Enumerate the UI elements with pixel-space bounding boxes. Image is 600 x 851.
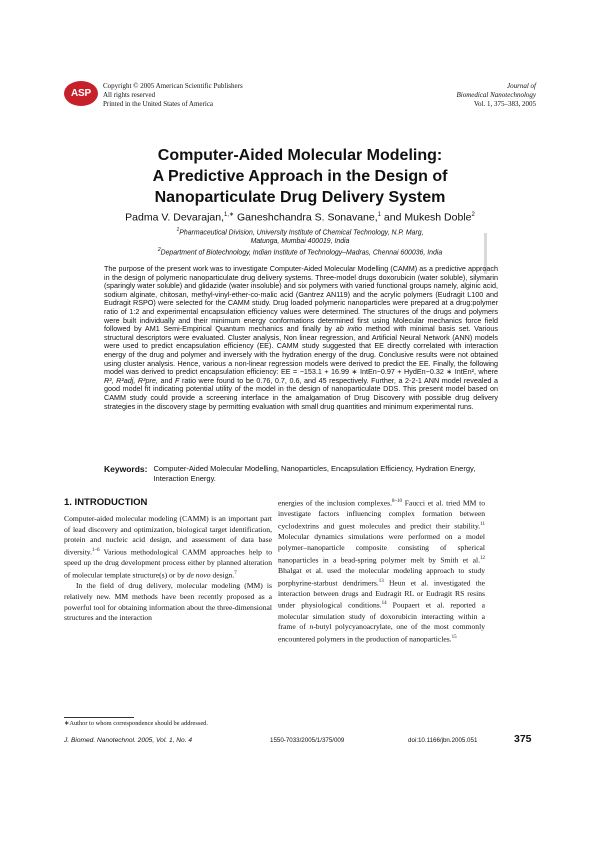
article-title	[60, 145, 540, 208]
title-line: A Predictive Approach in the Design of	[152, 168, 448, 185]
reference-mark: 13	[378, 578, 384, 584]
title-line: Computer-Aided Molecular Modeling:	[157, 147, 443, 164]
page-number: 375	[514, 733, 532, 745]
affiliations	[60, 226, 540, 258]
footnote: ∗Author to whom correspondence should be addressed.	[64, 720, 208, 727]
body-text: Bhalgat et al. used the molecular modeling approach to study porphyrine-starbust dendrimers.	[278, 565, 485, 588]
body-text: -butyl polycyanoacrylate, one of the most commonly encountered polymers in the production of nanoparticles.	[278, 622, 486, 644]
abstract-text: The purpose of the present work was to investigate Computer-Aided Molecular Modelling (CAMM) as a predictive approach in the design of polymeric nanoparticulate drug delivery systems. Three-model drugs doxorubicin (water soluble), silymarin (sparingly water soluble) and glidazide (water insoluble) and six polymers with varied functional groups namely, alginic acid, sodium alginate, chitosan, methyl-vinyl-ether-co-malic acid (Gantrez AN119) and the acrylic polymers (Eudragit L100 and Eudragit RSPO) were selected for the CAMM study. Drug loaded polymeric nanoparticles were prepared at a drug:polymer ratio of 1:2 and experimental encapsulation efficiency values were determined. The structures of the drugs and polymers were built individually and their minimum energy conformations determined first using Molecular mechanics force field followed by AM1 Semi-Empirical Quantum mechanics and finally by	[104, 264, 498, 334]
publisher-logo: ASP	[64, 81, 98, 106]
affiliation-text: Matunga, Mumbai 400019, India	[250, 238, 350, 246]
affiliation-number: 2	[157, 247, 161, 254]
doi: doi:10.1166/jbn.2005.051	[408, 737, 478, 744]
journal-name-line1: Journal of	[507, 82, 536, 90]
reference-mark: 7	[234, 571, 237, 577]
body-text: Heun et al. investigated the interaction between drugs and Eudragit RL or Eudragit RS resins under physiological conditions.	[278, 578, 485, 610]
body-italic: n	[309, 622, 314, 632]
abstract-math: F	[175, 375, 180, 385]
reference-mark: 8–10	[392, 499, 403, 504]
author-list	[60, 211, 540, 224]
reference-mark: 12	[480, 555, 485, 561]
paragraph: In the field of drug delivery, molecular modeling (MM) is relatively new. MM methods have been recently proposed as a powerful tool for obtaining information about the three-dimensional structures and the interaction	[64, 581, 272, 623]
abstract-italic: ab initio	[335, 324, 363, 334]
body-text: Computer-aided molecular modeling (CAMM) is an important part of lead discovery and optimization, biological target identification, protein and nucleic acid design, and assessment of data base diversity.	[64, 514, 272, 557]
paragraph	[64, 514, 272, 581]
author-affiliation-mark: 2	[471, 212, 475, 218]
author-name: Ganeshchandra S. Sonavane,	[236, 211, 378, 224]
journal-name-line2: Biomedical Nanotechnology	[456, 90, 536, 99]
body-text: design.	[212, 570, 235, 580]
abstract-text: method with minimal basis set. Various structural descriptors were evaluated. Cluster analysis, Non linear regression, and Artificial Neural Network (ANN) models were used to predict encapsulation efficiency (EE). CAMM study suggested that EE directly correlated with interaction energy of the drug and polymer and inversely with the hydration energy of the drug. Conclusive results were not obtained using cluster analysis. Hence, various a non-linear regression models were derived to predict the EE. Finally, the following model was derived to predict encapsulation efficiency: EE = −153.1 + 16.99 ∗ IntEn−0.97 + HydEn−0.32 ∗ IntEn², where	[104, 324, 498, 377]
body-text: Faucci et al. tried MM to investigate factors influencing complex formation between cyclodextrins and guest molecules and predict their stability.	[278, 498, 485, 531]
author-affiliation-mark: 1	[377, 212, 381, 218]
keywords	[104, 464, 498, 484]
body-text: Poupaert et al. reported a molecular simulation study of doxorubicin interacting within a frame of	[278, 600, 485, 632]
copyright-line: Copyright © 2005 American Scientific Publishers	[103, 82, 243, 90]
printed-line: Printed in the United States of America	[103, 99, 214, 108]
copyright-block	[103, 82, 243, 108]
rights-line: All rights reserved	[103, 90, 156, 99]
issn: 1550-7033/2005/1/375/009	[270, 737, 345, 744]
author-name: Padma V. Devarajan,	[125, 211, 225, 224]
affiliation-number: 1	[176, 227, 180, 233]
body-text: Molecular dynamics simulations were performed on a model polymer–nanoparticle composite consisting of spherical nanoparticles in a bead-spring polymer melt by Smith et al.	[278, 532, 485, 565]
title-line: Nanoparticulate Drug Delivery System	[154, 189, 446, 206]
keywords-label: Keywords:	[104, 464, 148, 474]
affiliation-text: Department of Biotechnology, Indian Institute of Technology–Madras, Chennai 600036, India	[160, 249, 443, 257]
reference-mark: 14	[381, 601, 387, 607]
journal-block	[456, 82, 536, 108]
right-column	[278, 497, 485, 645]
affiliation-text: Pharmaceutical Division, University Institute of Chemical Technology, N.P. Marg,	[179, 229, 424, 237]
reference-mark: 11	[480, 521, 485, 527]
journal-citation: J. Biomed. Nanotechnol. 2005, Vol. 1, No. 4	[64, 737, 193, 744]
journal-volume: Vol. 1, 375–383, 2005	[473, 99, 536, 108]
reference-mark: 15	[451, 635, 457, 641]
abstract-text: and	[160, 375, 173, 385]
body-italic: de novo	[186, 570, 211, 580]
footnote-divider	[64, 717, 134, 718]
abstract	[104, 265, 498, 411]
abstract-math: R², R²adj, R²pre,	[104, 375, 158, 385]
author-affiliation-mark: 1,∗	[224, 212, 235, 218]
body-text: energies of the inclusion complexes.	[278, 498, 393, 508]
author-name: and Mukesh Doble	[383, 211, 472, 224]
body-text: Various methodological CAMM approaches help to speed up the drug development process either by planned alteration of molecular template structure(s) or by	[64, 547, 273, 580]
reference-mark: 1–6	[91, 548, 100, 554]
abstract-text: ratio were found to be 0.76, 0.7, 0.6, and 45 respectively. Further, a 2-2-1 ANN model revealed a good model fit indicating potential utility of the model in the design of nanoparticulate DDS. This present model based on CAMM study could provide a screening interface in the amalgamation of Drug Discovery with possible drug delivery strategies in the discovery stage by permitting evaluation with small drug quantities and minimum experimental runs.	[104, 375, 499, 411]
left-column	[64, 514, 272, 624]
keywords-text: Computer-Aided Molecular Modelling, Nanoparticles, Encapsulation Efficiency, Hydration Energy, Interaction Energy.	[153, 464, 476, 483]
section-heading: 1. INTRODUCTION	[64, 497, 148, 508]
